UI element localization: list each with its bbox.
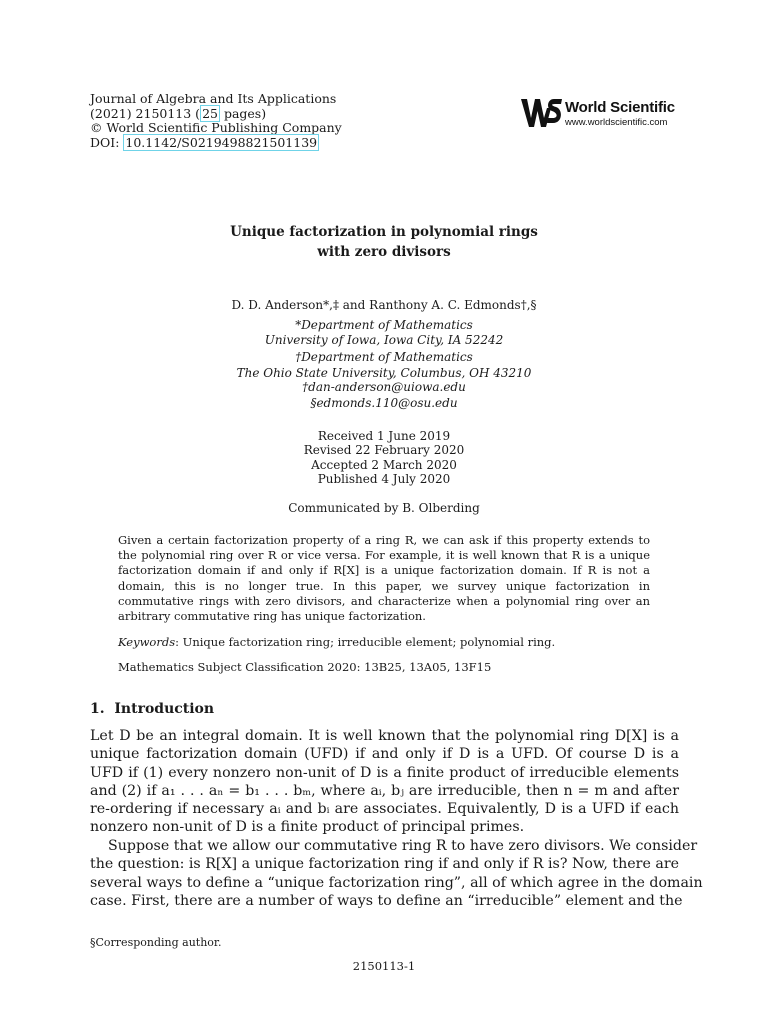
affiliation-2-mark: † [295,350,302,364]
journal-header [90,92,342,150]
page-number: 2150113-1 [352,959,416,973]
keywords-text: : Unique factorization ring; irreducible element; polynomial ring. [175,635,556,649]
journal-ref-prefix: (2021) 2150113 ( [90,105,201,121]
paragraph-1-line: Let D be an integral domain. It is well known that the polynomial ring D[X] is a [90,728,679,744]
doi-link[interactable]: 10.1142/S0219498821501139 [125,134,318,150]
msc-classification: Mathematics Subject Classification 2020: 13B25, 13A05, 13F15 [118,660,492,674]
affiliation-1-university: University of Iowa, Iowa City, IA 52242 [264,333,504,347]
journal-ref-suffix: pages) [219,105,267,121]
paragraph-1 [90,727,679,837]
journal-reference [90,107,342,122]
journal-name: Journal of Algebra and Its Applications [90,91,337,106]
paragraph-1-line: nonzero non-unit of D is a finite product of principal primes. [90,819,525,836]
email-2 [0,396,768,410]
keywords [118,635,555,649]
email-1 [0,380,768,394]
affiliation-1-mark: * [295,318,302,332]
title-line-2: with zero divisors [317,244,451,260]
paragraph-2-line: the question: is R[X] a unique factorization ring if and only if R is? Now, there are [90,856,679,873]
section-number: 1. [90,701,105,717]
email-2-mark: § [310,396,317,410]
paragraph-1-line: re-ordering if necessary aᵢ and bᵢ are associates. Equivalently, D is a UFD if each [90,801,679,818]
accepted-date: Accepted 2 March 2020 [311,458,457,472]
logo-name: World Scientific [565,99,675,116]
footnote: §Corresponding author. [90,936,222,949]
section-title: Introduction [114,701,215,717]
paragraph-2-line: case. First, there are a number of ways to define an “irreducible” element and the [90,892,683,909]
revised-date: Revised 22 February 2020 [303,443,465,457]
paragraph-2-line: Suppose that we allow our commutative ring R to have zero divisors. We consider [108,838,698,854]
paragraph-1-line: UFD if (1) every nonzero non-unit of D is a finite product of irreducible elements [90,764,679,781]
received-date: Received 1 June 2019 [317,429,451,443]
email-1-address[interactable]: dan-anderson@uiowa.edu [308,380,466,394]
copyright-line: © World Scientific Publishing Company [90,120,342,135]
affiliation-2-university: The Ohio State University, Columbus, OH 43210 [236,366,532,380]
affiliation-1-dept [0,318,768,332]
affiliation-2-dept-text: Department of Mathematics [301,350,473,364]
affiliation-2-dept [0,350,768,364]
affiliation-1-dept-text: Department of Mathematics [301,318,473,332]
paragraph-2 [90,837,703,910]
section-heading [90,701,214,717]
communicated-by: Communicated by B. Olberding [288,501,480,515]
abstract: Given a certain factorization property of a ring R, we can ask if this property extends to the polynomial ring over R or vice versa. For example, it is well known that R is a unique factorization domain if and only if R[X] is a unique factorization domain. If R is not a domain, this is no longer true. In this paper, we survey unique factorization in commutative rings with zero divisors, and characterize when a polynomial ring over an arbitrary commutative ring has unique factorization. [118,533,650,624]
world-scientific-logo [520,96,685,130]
logo-url: www.worldscientific.com [565,117,668,128]
paragraph-1-line: and (2) if a₁ . . . aₙ = b₁ . . . bₘ, where aᵢ, bⱼ are irreducible, then n = m and after [90,782,679,799]
doi-line [90,136,342,151]
paragraph-1-line: unique factorization domain (UFD) if and only if D is a UFD. Of course D is a [90,746,679,763]
doi-label: DOI: [90,134,124,150]
page-count-link[interactable]: 25 [202,105,218,121]
title-line-1: Unique factorization in polynomial rings [230,224,538,240]
keywords-label: Keywords [118,635,176,649]
world-scientific-logo-icon [520,96,564,130]
author-line: D. D. Anderson*,‡ and Ranthony A. C. Edmonds†,§ [231,298,537,312]
email-1-mark: † [302,380,309,394]
published-date: Published 4 July 2020 [317,472,451,486]
email-2-address[interactable]: edmonds.110@osu.edu [316,396,458,410]
paragraph-2-line: several ways to define a “unique factorization ring”, all of which agree in the domain [90,874,703,891]
paper-title [0,222,768,262]
